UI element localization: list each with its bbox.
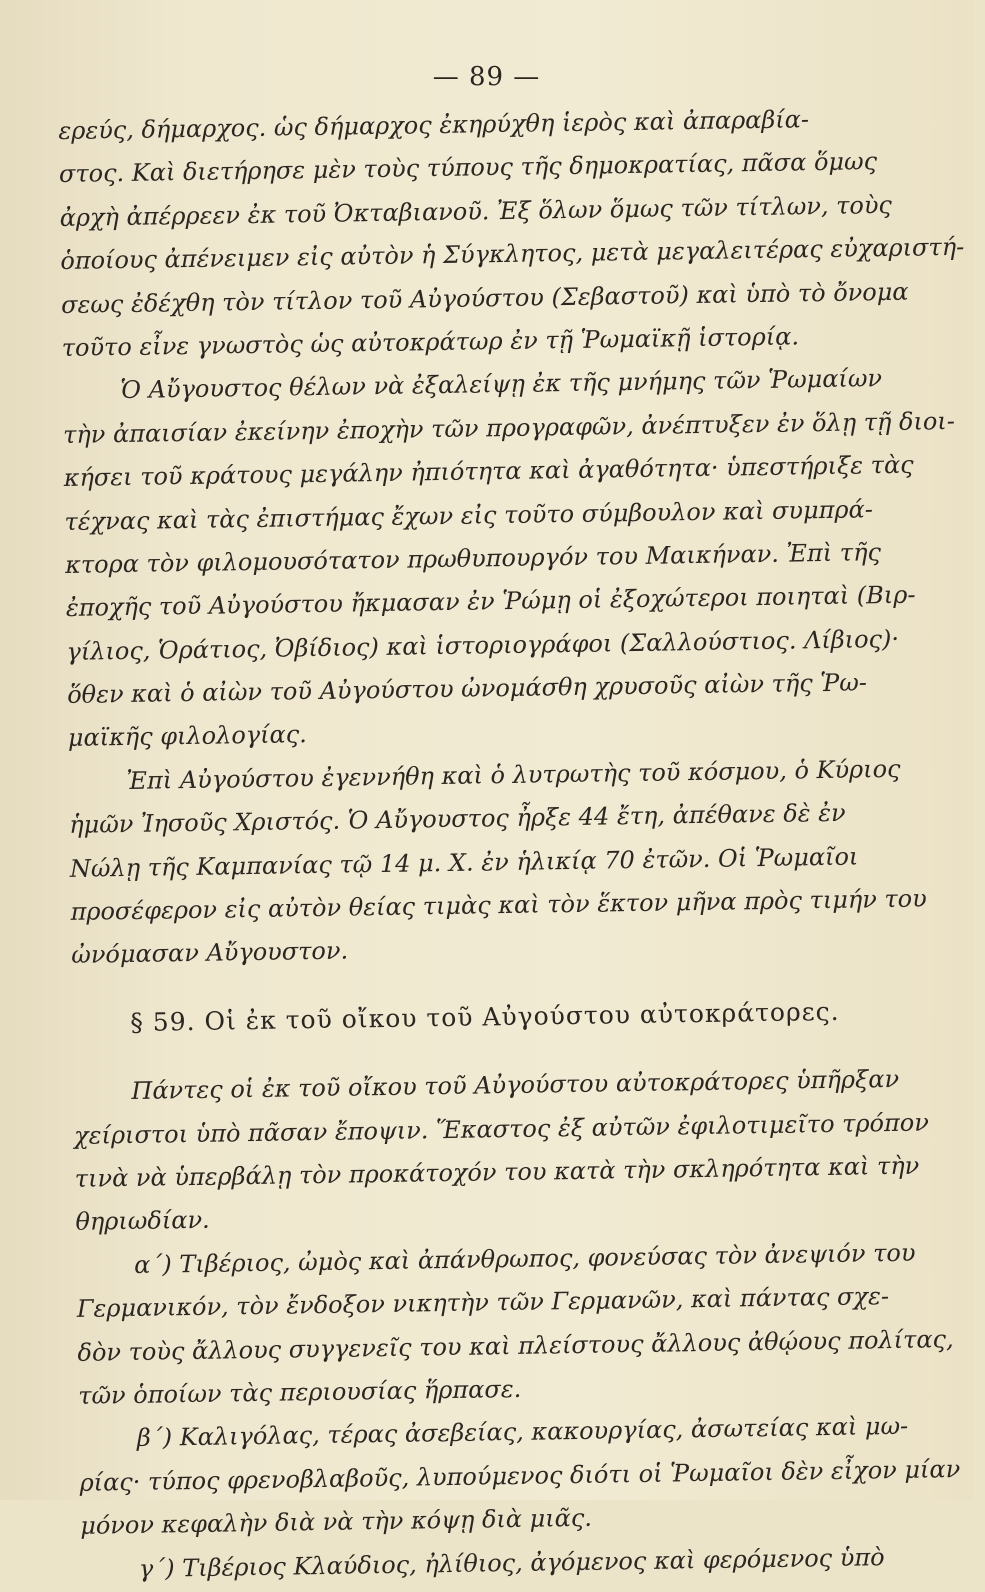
text-line: α΄) Τιβέριος, ὠμὸς καὶ ἀπάνθρωπος, φονεύσας τὸν ἀνεψιόν του (133, 1238, 916, 1279)
text-line: σεως ἐδέχθη τὸν τίτλον τοῦ Αὐγούστου (Σεβαστοῦ) καὶ ὑπὸ τὸ ὄνομα (60, 277, 909, 319)
text-line: γίλιος, Ὁράτιος, Ὀβίδιος) καὶ ἱστοριογράφοι (Σαλλούστιος. Λίβιος)· (66, 624, 900, 666)
text-line: προσέφερον εἰς αὐτὸν θείας τιμὰς καὶ τὸν ἕκτον μῆνα πρὸς τιμήν του (70, 884, 927, 926)
text-line: Νώλῃ τῆς Καμπανίας τῷ 14 μ. Χ. ἐν ἡλικίᾳ 70 ἐτῶν. Οἱ Ῥωμαῖοι (69, 842, 859, 883)
section-heading: § 59. Οἱ ἐκ τοῦ οἴκου τοῦ Αὐγούστου αὐτοκράτορες. (130, 996, 840, 1037)
text-line: ὠνόμασαν Αὔγουστον. (71, 936, 349, 970)
text-line: τινὰ νὰ ὑπερβάλῃ τὸν προκάτοχόν του κατὰ τὴν σκληρότητα καὶ τὴν (74, 1151, 920, 1193)
text-line: ερεύς, δήμαρχος. ὡς δήμαρχος ἐκηρύχθη ἱερὸς καὶ ἀπαραβία- (58, 105, 810, 145)
text-line: Ἐπὶ Αὐγούστου ἐγεννήθη καὶ ὁ λυτρωτὴς τοῦ κόσμου, ὁ Κύριος (126, 754, 901, 795)
text-line: τέχνας καὶ τὰς ἐπιστήμας ἔχων εἰς τοῦτο σύμβουλον καὶ συμπρά- (64, 494, 874, 536)
text-line: κτορα τὸν φιλομουσότατον πρωθυπουργόν του Μαικήναν. Ἐπὶ τῆς (64, 538, 882, 579)
text-line: θηριωδίαν. (75, 1206, 210, 1237)
text-line: Ὁ Αὔγουστος θέλων νὰ ἐξαλείψῃ ἐκ τῆς μνήμης τῶν Ῥωμαίων (120, 364, 883, 405)
text-line: ἐποχῆς τοῦ Αὐγούστου ἤκμασαν ἐν Ῥώμῃ οἱ ἐξοχώτεροι ποιηταὶ (Βιρ- (65, 580, 916, 623)
page-number: — 89 — (432, 62, 541, 92)
text-line: ἡμῶν Ἰησοῦς Χριστός. Ὁ Αὔγουστος ἦρξε 44 ἔτη, ἀπέθανε δὲ ἐν (69, 798, 846, 840)
text-line: στος. Καὶ διετήρησε μὲν τοὺς τύπους τῆς δημοκρατίας, πᾶσα ὅμως (58, 147, 878, 189)
page-text (58, 97, 965, 1592)
text-line: β΄) Καλιγόλας, τέρας ἀσεβείας, κακουργίας, ἀσωτείας καὶ μω- (136, 1412, 909, 1453)
text-line: Γερμανικόν, τὸν ἔνδοξον νικητὴν τῶν Γερμανῶν, καὶ πάντας σχε- (76, 1282, 890, 1324)
text-line: μόνον κεφαλὴν διὰ νὰ τὴν κόψῃ διὰ μιᾶς. (80, 1503, 593, 1540)
text-line: γ΄) Τιβέριος Κλαύδιος, ἠλίθιος, ἀγόμενος καὶ φερόμενος ὑπὸ (138, 1542, 885, 1583)
text-block-before (58, 97, 965, 978)
text-line: κήσει τοῦ κράτους μεγάλην ἠπιότητα καὶ ἀγαθότητα· ὑπεστήριξε τὰς (63, 450, 914, 493)
text-line: χείριστοι ὑπὸ πᾶσαν ἔποψιν. Ἕκαστος ἐξ αὐτῶν ἐφιλοτιμεῖτο τρόπον (73, 1108, 930, 1150)
text-line: ρίας· τύπος φρενοβλαβοῦς, λυπούμενος διότι οἱ Ῥωμαῖοι δὲν εἶχον μίαν (79, 1454, 961, 1497)
text-line: ἀρχὴ ἀπέρρεεν ἐκ τοῦ Ὀκταβιανοῦ. Ἐξ ὅλων ὅμως τῶν τίτλων, τοὺς (59, 190, 893, 232)
text-line: τοῦτο εἶνε γνωστὸς ὡς αὐτοκράτωρ ἐν τῇ Ῥωμαϊκῇ ἱστορίᾳ. (61, 322, 800, 362)
text-block-after (73, 1058, 961, 1592)
text-line: μαϊκῆς φιλολογίας. (67, 720, 308, 753)
text-line: τῶν ὁποίων τὰς περιουσίας ἥρπασε. (77, 1374, 522, 1410)
text-line: δὸν τοὺς ἄλλους συγγενεῖς του καὶ πλείστους ἄλλους ἀθῴους πολίτας, (77, 1324, 954, 1367)
text-line: ὁποίους ἀπένειμεν εἰς αὐτὸν ἡ Σύγκλητος, μετὰ μεγαλειτέρας εὐχαριστή- (60, 232, 965, 276)
text-line: ὅθεν καὶ ὁ αἰὼν τοῦ Αὐγούστου ὠνομάσθη χρυσοῦς αἰὼν τῆς Ῥω- (66, 668, 868, 710)
text-line: Πάντες οἱ ἐκ τοῦ οἴκου τοῦ Αὐγούστου αὐτοκράτορες ὑπῆρξαν (131, 1065, 900, 1106)
text-line: τὴν ἀπαισίαν ἐκείνην ἐποχὴν τῶν προγραφῶν, ἀνέπτυξεν ἐν ὅλῃ τῇ διοι- (62, 406, 956, 449)
